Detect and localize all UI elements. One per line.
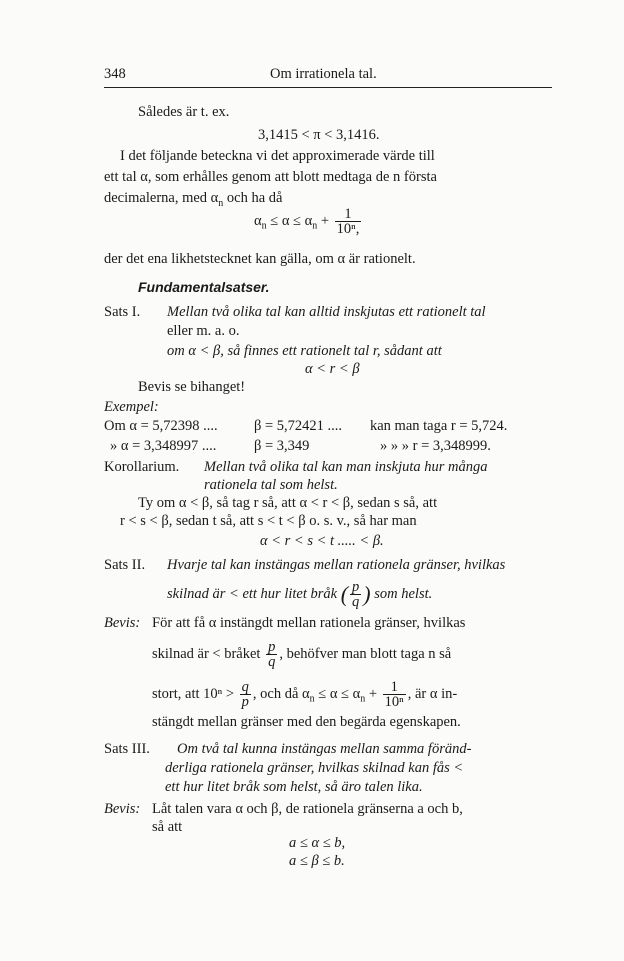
page-number: 348 [104,66,126,82]
text-fragment: stort, att 10ⁿ > [152,685,235,702]
text-line: Således är t. ex. [138,104,230,120]
text-fragment: , och då α [252,685,310,702]
example-line: » α = 3,348997 .... [110,438,217,454]
equation: a ≤ α ≤ b, [289,835,346,851]
text-fragment: skilnad är < ett hur litet bråk [167,585,338,602]
subscript: n [218,197,224,209]
equation: α < r < s < t ..... < β. [260,533,384,549]
corollary-label: Korollarium. [104,459,180,475]
subscript: n [261,220,267,232]
fraction-denominator: 10ⁿ [384,694,404,710]
theorem-label: Sats I. [104,304,141,320]
text-fragment: , är α in- [407,685,458,702]
text-fragment: skilnad är < bråket [152,645,261,662]
fraction [383,680,406,709]
text-line: I det följande beteckna vi det approximerade värde till [120,148,435,164]
eq-fragment: ≤ α ≤ α [266,212,313,229]
example-line: » » » r = 3,348999. [380,438,491,454]
equation [254,207,363,236]
theorem-text: ett hur litet bråk som helst, så äro talen lika. [165,779,423,795]
fraction-numerator: 1 [335,207,362,222]
proof-label: Bevis: [104,615,141,631]
text-fragment: ≤ α ≤ α [314,685,361,702]
equation: 3,1415 < π < 3,1416. [258,127,380,143]
corollary-text: rationela tal som helst. [204,477,338,493]
text-line: så att [152,819,183,835]
theorem-label: Sats III. [104,741,150,757]
text-line: Låt talen vara α och β, de rationela gränserna a och b, [152,801,463,817]
running-title: Om irrationela tal. [270,66,377,82]
fraction-denominator: q [268,654,276,670]
theorem-text: eller m. a. o. [167,323,240,339]
paren: ( [340,581,349,607]
text-line: Bevis se bihanget! [138,379,246,395]
fraction [266,640,277,669]
text-line [152,680,457,709]
theorem-text: om α < β, så finnes ett rationelt tal r, sådant att [167,343,442,359]
example-label: Exempel: [104,399,159,415]
subscript: n [360,693,366,705]
example-line: β = 3,349 [254,438,310,454]
text-line [152,640,451,669]
example-line: β = 5,72421 .... [254,418,343,434]
example-line: kan man taga r = 5,724. [370,418,508,434]
theorem-label: Sats II. [104,557,146,573]
fraction [335,207,362,236]
fraction-numerator: p [352,579,360,595]
header-rule [104,87,552,88]
text-line: r < s < β, sedan t så, att s < t < β o. s. v., så har man [120,513,417,529]
fraction [350,580,361,609]
corollary-text: Mellan två olika tal kan man inskjuta hur många [204,459,488,475]
theorem-text: Om två tal kunna instängas mellan samma föränd- [177,741,472,757]
fraction-denominator: 10ⁿ, [336,221,360,237]
fraction-denominator: q [352,594,360,610]
subscript: n [309,693,315,705]
text-line: der det ena likhetstecknet kan gälla, om α är rationelt. [104,251,416,267]
theorem-text: Mellan två olika tal kan alltid inskjutas ett rationelt tal [167,304,486,320]
fraction-numerator: p [268,639,276,655]
text-fragment: och ha då [223,190,283,206]
proof-label: Bevis: [104,801,141,817]
fraction-numerator: 1 [383,680,406,695]
text-fragment: , behöfver man blott taga n så [279,645,452,662]
text-line: För att få α instängdt mellan rationela gränser, hvilkas [152,615,466,631]
fraction-numerator: q [241,679,249,695]
equation: α < r < β [305,361,360,377]
theorem-text: derliga rationela gränser, hvilkas skilnad kan fås < [165,760,464,776]
text-fragment: + [365,685,381,702]
section-heading: Fundamentalsatser. [138,279,270,295]
example-line: Om α = 5,72398 .... [104,418,218,434]
fraction-denominator: p [241,694,249,710]
text-line: ett tal α, som erhålles genom att blott medtaga de n första [104,169,437,185]
theorem-text: Hvarje tal kan instängas mellan rationela gränser, hvilkas [167,557,506,573]
eq-fragment: + [317,212,333,229]
paren: ) [363,581,371,607]
fraction [240,680,251,709]
text-fragment: som helst. [374,585,433,602]
text-fragment: decimalerna, med α [104,190,219,206]
text-line: stängdt mellan gränser med den begärda egenskapen. [152,714,461,730]
subscript: n [312,220,318,232]
text-line: Ty om α < β, så tag r så, att α < r < β, sedan s så, att [138,495,438,511]
theorem-text [167,580,432,609]
eq-fragment: α [254,212,262,229]
equation: a ≤ β ≤ b. [289,853,345,869]
